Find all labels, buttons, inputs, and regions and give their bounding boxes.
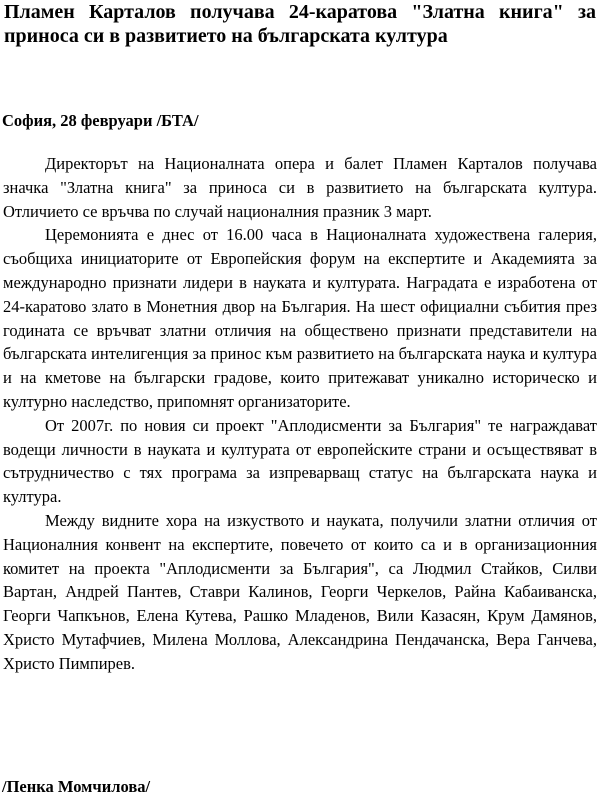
article-paragraph-3: От 2007г. по новия си проект "Аплодисменти за България" те награждават водещи личности в науката и културата от европейските страни и осъществяват в сътрудничество с тях програма за изпреварващ статус на българската наука и култура. xyxy=(3,415,597,507)
article-paragraph-1: Директорът на Националната опера и балет Пламен Карталов получава значка "Златна книга" за приноса си в развитието на българската култура. Отличието се връчва по случай националния празник 3 март. xyxy=(3,154,597,221)
author-signature: /Пенка Момчилова/ xyxy=(2,777,151,796)
article-paragraph-2: Церемонията е днес от 16.00 часа в Националната художествена галерия, съобщиха инициаторите от Европейския форум на експертите и Академията за международно признати лидери в науката и културата. Наградата е изработена от 24-каратово злато в Монетния двор на България. На шест официални събития през годината се връчват златни отличия на обществено признати представители на българската интелигенция за принос към развитието на българската наука и култура и на кметове на български градове, които притежават уникално историческо и културно наследство, припомнят организаторите. xyxy=(3,225,597,411)
article-body xyxy=(3,152,597,676)
article-dateline: София, 28 февруари /БТА/ xyxy=(2,111,199,130)
article-paragraph-4: Между видните хора на изкуството и науката, получили златни отличия от Националния конвент на експертите, повечето от които са и в организационния комитет на проекта "Аплодисменти за България", са Людмил Стайков, Силви Вартан, Андрей Пантев, Ставри Калинов, Георги Черкелов, Райна Кабаиванска, Георги Чапкънов, Елена Кутева, Рашко Младенов, Вили Казасян, Крум Дамянов, Христо Мутафчиев, Милена Моллова, Александрина Пендачанска, Вера Ганчева, Христо Пимпирев. xyxy=(3,510,597,673)
article-title: Пламен Карталов получава 24-каратова "Златна книга" за приноса си в развитието на българската култура xyxy=(4,1,596,47)
